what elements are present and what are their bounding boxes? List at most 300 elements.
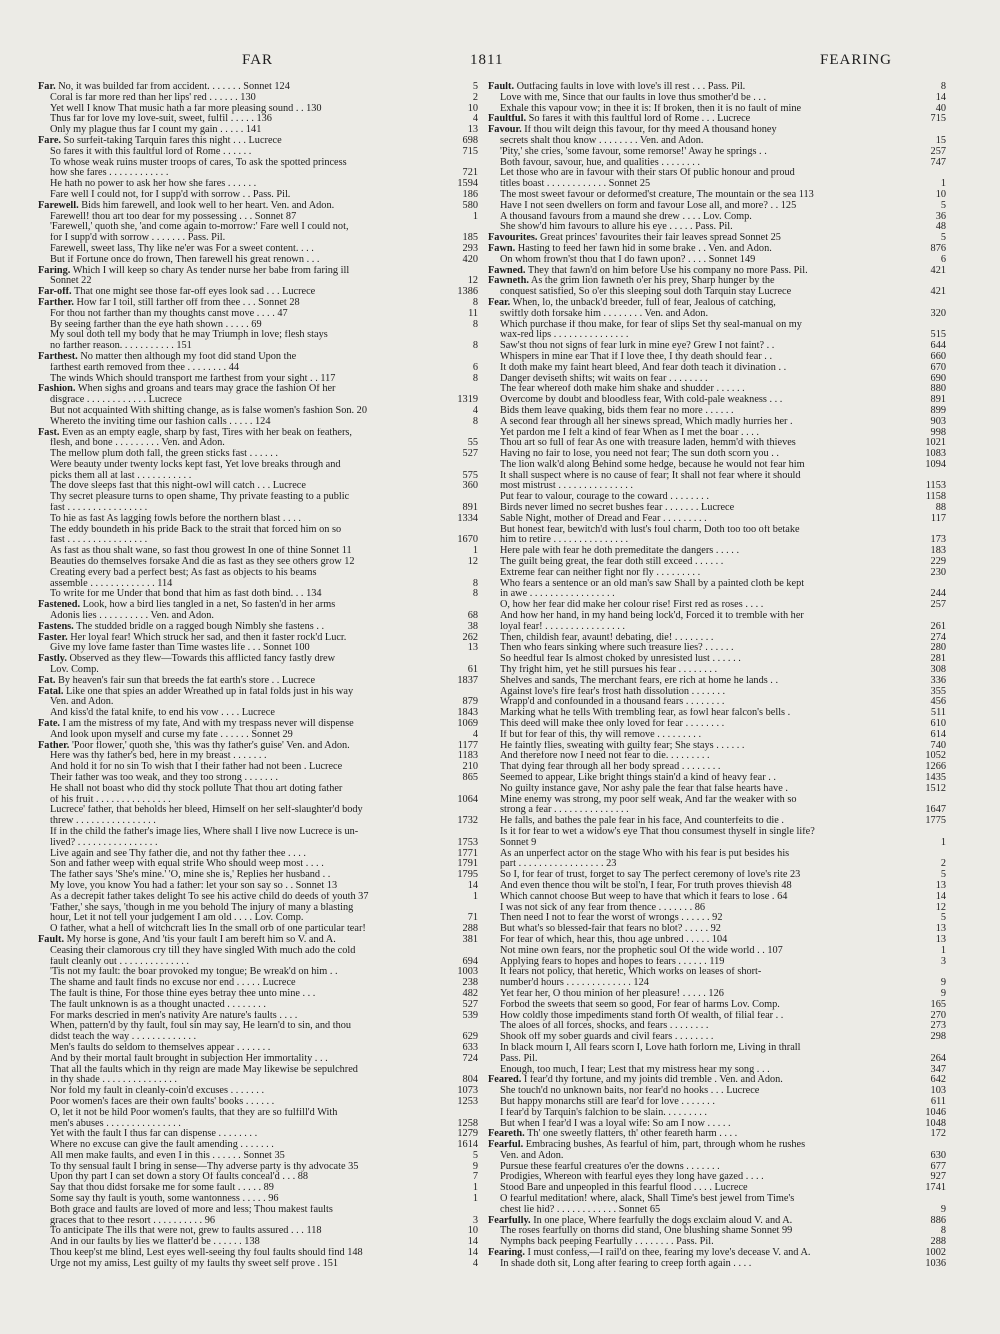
concordance-entry (488, 859, 946, 870)
entry-text (488, 708, 946, 719)
quotation: Even as an empty eagle, sharp by fast, Tires with her beak on feathers, (59, 427, 352, 438)
concordance-entry (38, 1119, 478, 1130)
quotation: Their father was too weak, and they too strong . . . . . . . (50, 773, 278, 783)
entry-text (38, 298, 478, 309)
concordance-entry (38, 795, 478, 806)
entry-text (488, 330, 946, 341)
entry-text (488, 1011, 946, 1022)
entry-text (488, 665, 946, 676)
entry-text (38, 212, 478, 223)
concordance-entry (488, 190, 946, 201)
line-reference: 891 (462, 503, 478, 514)
entry-text (488, 125, 946, 136)
concordance-entry (38, 525, 478, 536)
concordance-entry (38, 557, 478, 568)
line-reference: 7 (472, 1172, 478, 1183)
concordance-entry (38, 611, 478, 622)
headword: Fast. (38, 427, 60, 438)
quotation: Hasting to feed her fawn hid in some brake . . Ven. and Adon. (515, 243, 772, 254)
line-reference: 1 (472, 1194, 478, 1205)
entry-text (38, 795, 478, 806)
entry-text (38, 1075, 478, 1086)
line-reference: 88 (935, 503, 946, 514)
concordance-entry (488, 1011, 946, 1022)
entry-text (488, 309, 946, 320)
quotation: Some say thy fault is youth, some wantonness . . . . . 96 (50, 1194, 279, 1205)
quotation: And even thence thou wilt be stol'n, I fear, For truth proves thievish 48 (500, 880, 792, 891)
entry-text (488, 643, 946, 654)
page-number: 1811 (470, 52, 504, 68)
header-right-word: FEARING (820, 52, 893, 68)
line-reference: 1732 (457, 816, 478, 827)
headword: Fare. (38, 135, 61, 146)
concordance-entry (38, 546, 478, 557)
concordance-entry (38, 687, 478, 698)
entry-text (488, 514, 946, 525)
concordance-entry (38, 320, 478, 331)
line-reference: 1 (940, 945, 946, 956)
concordance-entry (38, 287, 478, 298)
quotation: Lov. Comp. (50, 665, 99, 676)
entry-text (488, 179, 946, 190)
concordance-entry (488, 438, 946, 449)
concordance-entry (38, 870, 478, 881)
entry-text (38, 1000, 478, 1011)
entry-text (38, 935, 478, 946)
headword: Farthest. (38, 351, 78, 362)
quotation: how she fares . . . . . . . . . . . . (50, 168, 169, 179)
line-reference: 1153 (925, 481, 946, 492)
quotation: Yet fear her, O thou minion of her pleasure! . . . . . 126 (500, 988, 724, 999)
concordance-entry (38, 82, 478, 93)
quotation: 'Father,' she says, 'though in me you behold The injury of many a blasting (50, 902, 354, 913)
concordance-entry (488, 1021, 946, 1032)
line-reference: 12 (467, 557, 478, 568)
line-reference: 1 (472, 1183, 478, 1194)
entry-text (38, 1172, 478, 1183)
headword: Fastens. (38, 621, 74, 632)
entry-text (488, 471, 946, 482)
line-reference: 630 (930, 1150, 946, 1161)
quotation: If but for fear of this, thy will remove . . . . . . . . . (500, 729, 702, 740)
line-reference: 288 (462, 924, 478, 935)
line-reference: 13 (467, 125, 478, 136)
line-reference: 274 (930, 632, 946, 643)
line-reference: 879 (462, 697, 478, 708)
quotation: part . . . . . . . . . . . . . . . . . 23 (500, 859, 617, 870)
line-reference: 210 (462, 762, 478, 773)
concordance-entry (488, 589, 946, 600)
line-reference: 899 (930, 405, 946, 416)
line-reference: 1771 (457, 848, 478, 859)
concordance-entry (488, 816, 946, 827)
entry-text (38, 1140, 478, 1151)
quotation: Thou keep'st me blind, Lest eyes well-seeing thy foul faults should find 148 (50, 1248, 363, 1259)
entry-text (488, 266, 946, 277)
entry-text (38, 374, 478, 385)
quotation: That one might see those far-off eyes look sad . . . Lucrece (71, 287, 316, 298)
quotation: He hath no power to ask her how she fares . . . . . . (50, 179, 257, 190)
quotation: The roses fearfully on thorns did stand, One blushing shame Sonnet 99 (500, 1226, 793, 1237)
line-reference: 1795 (457, 870, 478, 881)
concordance-entry (488, 201, 946, 212)
entry-text (488, 1108, 946, 1119)
concordance-entry (38, 535, 478, 546)
quotation: Stood Bare and unpeopled in this fearful flood . . . . Lucrece (500, 1183, 748, 1194)
headword: Farther. (38, 297, 74, 308)
entry-text (38, 600, 478, 611)
concordance-entry (488, 330, 946, 341)
entry-text (488, 158, 946, 169)
entry-text (488, 838, 946, 849)
line-reference: 10 (935, 189, 946, 200)
concordance-entry (38, 190, 478, 201)
quotation: I fear'd thy fortune, and my joints did tremble . Ven. and Adon. (521, 1075, 783, 1086)
quotation: The guilt being great, the fear doth still exceed . . . . . . (500, 557, 724, 568)
entry-text (488, 1021, 946, 1032)
concordance-entry (488, 557, 946, 568)
line-reference: 9 (940, 1204, 946, 1215)
line-reference: 13 (935, 924, 946, 935)
concordance-entry (38, 1108, 478, 1119)
line-reference: 4 (472, 405, 478, 416)
quotation: Lucrece' father, that beholds her bleed, Himself on her self-slaughter'd body (50, 805, 363, 816)
concordance-entry (488, 428, 946, 439)
quotation: Only my plague thus far I count my gain . . . . . 141 (50, 125, 262, 136)
entry-text (38, 330, 478, 341)
headword: Fat. (38, 675, 56, 686)
line-reference: 172 (930, 1129, 946, 1140)
line-reference: 244 (930, 589, 946, 600)
concordance-entry (488, 1162, 946, 1173)
line-reference: 927 (930, 1172, 946, 1183)
concordance-entry (38, 147, 478, 158)
entry-text (488, 1259, 946, 1270)
concordance-entry (38, 1172, 478, 1183)
line-reference: 642 (930, 1075, 946, 1086)
quotation: Danger deviseth shifts; wit waits on fear . . . . . . . . (500, 373, 708, 384)
concordance-entry (488, 946, 946, 957)
line-reference: 5 (940, 913, 946, 924)
line-reference: 1266 (925, 762, 946, 773)
line-reference: 1775 (925, 816, 946, 827)
line-reference: 421 (930, 265, 946, 276)
concordance-entry (488, 622, 946, 633)
quotation: Is it for fear to wet a widow's eye That thou consumest thyself in single life? (500, 826, 815, 837)
line-reference: 1021 (925, 438, 946, 449)
line-reference: 270 (930, 1010, 946, 1021)
concordance-entry (488, 212, 946, 223)
concordance-entry (488, 719, 946, 730)
quotation: Both grace and faults are loved of more and less; Thou makest faults (50, 1204, 333, 1215)
concordance-entry (488, 1097, 946, 1108)
entry-text (488, 384, 946, 395)
concordance-entry (488, 514, 946, 525)
entry-text (38, 309, 478, 320)
entry-text (38, 158, 478, 169)
concordance-entry (488, 104, 946, 115)
concordance-entry (38, 384, 478, 395)
concordance-entry (488, 827, 946, 838)
quotation: So surfeit-taking Tarquin fares this night . . . Lucrece (60, 135, 282, 146)
headword: Fate. (38, 719, 61, 730)
entry-text (488, 946, 946, 957)
quotation: Enough, too much, I fear; Lest that my mistress hear my song . . . (500, 1064, 770, 1075)
line-reference: 14 (467, 1248, 478, 1259)
concordance-entry (488, 849, 946, 860)
line-reference: 2 (940, 859, 946, 870)
quotation: As the grim lion fawneth o'er his prey, Sharp hunger by the (528, 276, 775, 287)
entry-text (38, 363, 478, 374)
concordance-entry (38, 136, 478, 147)
concordance-entry (488, 125, 946, 136)
concordance-entry (488, 1119, 946, 1130)
quotation: fault cleanly out . . . . . . . . . . . . . . (50, 956, 189, 967)
concordance-entry (488, 244, 946, 255)
concordance-entry (38, 1000, 478, 1011)
quotation: swiftly doth forsake him . . . . . . . . Ven. and Adon. (500, 308, 709, 319)
line-reference: 4 (472, 1258, 478, 1269)
quotation: Extreme fear can neither fight nor fly . . . . . . . . . (500, 567, 701, 578)
quotation: Embracing bushes, As fearful of him, part, through whom he rushes (523, 1140, 806, 1151)
entry-text (488, 741, 946, 752)
concordance-entry (38, 773, 478, 784)
quotation: To whose weak ruins muster troops of cares, To ask the spotted princess (50, 157, 347, 168)
entry-text (38, 320, 478, 331)
entry-text (488, 579, 946, 590)
concordance-entry (38, 417, 478, 428)
concordance-entry (38, 201, 478, 212)
quotation: So heedful fear Is almost choked by unresisted lust . . . . . . (500, 654, 741, 665)
right-column (488, 82, 946, 1270)
quotation: Wrapp'd and confounded in a thousand fears . . . . . . . . (500, 697, 725, 708)
quotation: My horse is gone, And 'tis your fault I am bereft him so V. and A. (64, 934, 336, 945)
line-reference: 698 (462, 135, 478, 146)
concordance-entry (488, 697, 946, 708)
entry-text (38, 1205, 478, 1216)
quotation: Where no excuse can give the fault amending . . . . . . . (50, 1140, 274, 1151)
quotation: If thou wilt deign this favour, for thy meed A thousand honey (521, 125, 777, 136)
entry-text (488, 190, 946, 201)
entry-text (38, 460, 478, 471)
quotation: Then who fears sinking where such treasure lies? . . . . . . (500, 643, 734, 654)
concordance-entry (38, 935, 478, 946)
entry-text (488, 1086, 946, 1097)
line-reference: 10 (467, 103, 478, 114)
concordance-entry (488, 600, 946, 611)
quotation: disgrace . . . . . . . . . . . . Lucrece (50, 395, 182, 406)
line-reference: 14 (935, 891, 946, 902)
concordance-entry (488, 611, 946, 622)
line-reference: 288 (930, 1237, 946, 1248)
entry-text (488, 633, 946, 644)
quotation: flesh, and bone . . . . . . . . . Ven. and Adon. (50, 438, 225, 449)
entry-text (488, 892, 946, 903)
line-reference: 1 (940, 179, 946, 190)
concordance-entry (38, 298, 478, 309)
entry-text (488, 957, 946, 968)
line-reference: 724 (462, 1053, 478, 1064)
entry-text (38, 1043, 478, 1054)
headword: Far-off. (38, 287, 72, 298)
entry-text (488, 697, 946, 708)
concordance-entry (38, 622, 478, 633)
quotation: For fear of which, hear this, thou age unbred . . . . . 104 (500, 934, 728, 945)
line-reference: 36 (935, 211, 946, 222)
line-reference: 165 (930, 999, 946, 1010)
quotation: picks them all at last . . . . . . . . . . . (50, 470, 192, 481)
line-reference: 68 (467, 611, 478, 622)
entry-text (488, 600, 946, 611)
concordance-entry (488, 1043, 946, 1054)
quotation: strong a fear . . . . . . . . . . . . . . . (500, 805, 629, 816)
concordance-entry (38, 849, 478, 860)
quotation: A second fear through all her sinews spread, Which madly hurries her . (500, 416, 793, 427)
quotation: Which cannot choose But weep to have that which it fears to lose . 64 (500, 891, 788, 902)
concordance-entry (488, 643, 946, 654)
quotation: Look, how a bird lies tangled in a net, So fasten'd in her arms (80, 600, 336, 611)
concordance-entry (488, 1248, 946, 1259)
entry-text (488, 719, 946, 730)
quotation: For thou not farther than my thoughts canst move . . . . 47 (50, 308, 288, 319)
quotation: no farther reason. . . . . . . . . . . 151 (50, 341, 192, 352)
concordance-entry (38, 1162, 478, 1173)
quotation: him to retire . . . . . . . . . . . . . . . (500, 535, 629, 546)
concordance-entry (488, 1086, 946, 1097)
quotation: Thus far for love my love-suit, sweet, fulfil . . . . . 136 (50, 114, 272, 125)
headword: Faster. (38, 632, 68, 643)
quotation: Creating every bad a perfect best; As fast as objects to his beams (50, 567, 317, 578)
quotation: Which purchase if thou make, for fear of slips Set thy seal-manual on my (500, 319, 802, 330)
line-reference: 103 (930, 1086, 946, 1097)
concordance-entry (488, 363, 946, 374)
entry-text (488, 233, 946, 244)
concordance-entry (38, 266, 478, 277)
entry-text (38, 525, 478, 536)
entry-text (38, 989, 478, 1000)
quotation: Were beauty under twenty locks kept fast, Yet love breaks through and (50, 459, 341, 470)
concordance-entry (488, 633, 946, 644)
quotation: But happy monarchs still are fear'd for love . . . . . . . (500, 1096, 715, 1107)
quotation: threw . . . . . . . . . . . . . . . . (50, 816, 156, 827)
concordance-entry (488, 1032, 946, 1043)
entry-text (38, 1259, 478, 1270)
concordance-entry (38, 730, 478, 741)
concordance-entry (38, 859, 478, 870)
entry-text (38, 913, 478, 924)
concordance-entry (38, 395, 478, 406)
concordance-entry (488, 1183, 946, 1194)
quotation: Say that thou didst forsake me for some fault . . . . . 89 (50, 1183, 274, 1194)
quotation: And kiss'd the fatal knife, to end his vow . . . . Lucrece (50, 708, 275, 719)
quotation: In shade doth sit, Long after fearing to creep forth again . . . . (500, 1258, 752, 1269)
quotation: The shame and fault finds no excuse nor end . . . . . Lucrece (50, 978, 296, 989)
entry-text (38, 201, 478, 212)
concordance-entry (38, 989, 478, 1000)
entry-text (38, 438, 478, 449)
line-reference: 13 (935, 880, 946, 891)
entry-text (38, 665, 478, 676)
concordance-entry (38, 946, 478, 957)
entry-text (488, 525, 946, 536)
line-reference: 1003 (457, 967, 478, 978)
concordance-entry (488, 93, 946, 104)
concordance-entry (38, 719, 478, 730)
line-reference: 3 (472, 1215, 478, 1226)
entry-text (488, 924, 946, 935)
line-reference: 670 (930, 362, 946, 373)
entry-text (38, 1021, 478, 1032)
quotation: Not mine own fears, nor the prophetic soul Of the wide world . . 107 (500, 945, 783, 956)
quotation: This deed will make thee only loved for fear . . . . . . . . (500, 719, 725, 730)
entry-text (38, 481, 478, 492)
entry-text (488, 967, 946, 978)
line-reference: 694 (462, 956, 478, 967)
entry-text (38, 762, 478, 773)
line-reference: 1594 (457, 179, 478, 190)
concordance-entry (488, 978, 946, 989)
line-reference: 629 (462, 1032, 478, 1043)
line-reference: 421 (930, 287, 946, 298)
entry-text (488, 395, 946, 406)
line-reference: 1158 (925, 492, 946, 503)
concordance-entry (38, 1237, 478, 1248)
quotation: The father says 'She's mine.' 'O, mine she is,' Replies her husband . . (50, 870, 331, 881)
concordance-entry (38, 438, 478, 449)
concordance-entry (488, 741, 946, 752)
entry-text (488, 1043, 946, 1054)
line-reference: 1843 (457, 708, 478, 719)
concordance-entry (38, 751, 478, 762)
concordance-entry (488, 395, 946, 406)
entry-text (38, 654, 478, 665)
quotation: He faintly flies, sweating with guilty fear; She stays . . . . . . (500, 740, 745, 751)
concordance-entry (38, 1097, 478, 1108)
entry-text (488, 1151, 946, 1162)
quotation: Bids him farewell, and look well to her heart. Ven. and Adon. (78, 200, 335, 211)
line-reference: 715 (930, 114, 946, 125)
concordance-entry (488, 1226, 946, 1237)
entry-text (38, 1216, 478, 1227)
entry-text (38, 276, 478, 287)
entry-text (488, 276, 946, 287)
concordance-entry (488, 1129, 946, 1140)
line-reference: 8 (472, 341, 478, 352)
entry-text (488, 622, 946, 633)
entry-text (488, 222, 946, 233)
concordance-entry (488, 967, 946, 978)
line-reference: 8 (472, 416, 478, 427)
quotation: I am the mistress of my fate, And with my trespass never will dispense (60, 719, 354, 730)
quotation: Then, childish fear, avaunt! debating, die! . . . . . . . . (500, 632, 714, 643)
quotation: Yet well I know That music hath a far more pleasing sound . . 130 (50, 103, 322, 114)
concordance-entry (38, 633, 478, 644)
quotation: Mine enemy was strong, my poor self weak, And far the weaker with so (500, 794, 797, 805)
concordance-entry (38, 1021, 478, 1032)
line-reference: 8 (472, 589, 478, 600)
line-reference: 1791 (457, 859, 478, 870)
entry-text (38, 395, 478, 406)
concordance-entry (488, 924, 946, 935)
entry-text (38, 687, 478, 698)
quotation: And by their mortal fault brought in subjection Her immortality . . . (50, 1053, 328, 1064)
line-reference: 1435 (925, 773, 946, 783)
entry-text (488, 503, 946, 514)
concordance-entry (38, 568, 478, 579)
headword: Father. (38, 740, 70, 751)
entry-text (38, 514, 478, 525)
entry-text (38, 233, 478, 244)
